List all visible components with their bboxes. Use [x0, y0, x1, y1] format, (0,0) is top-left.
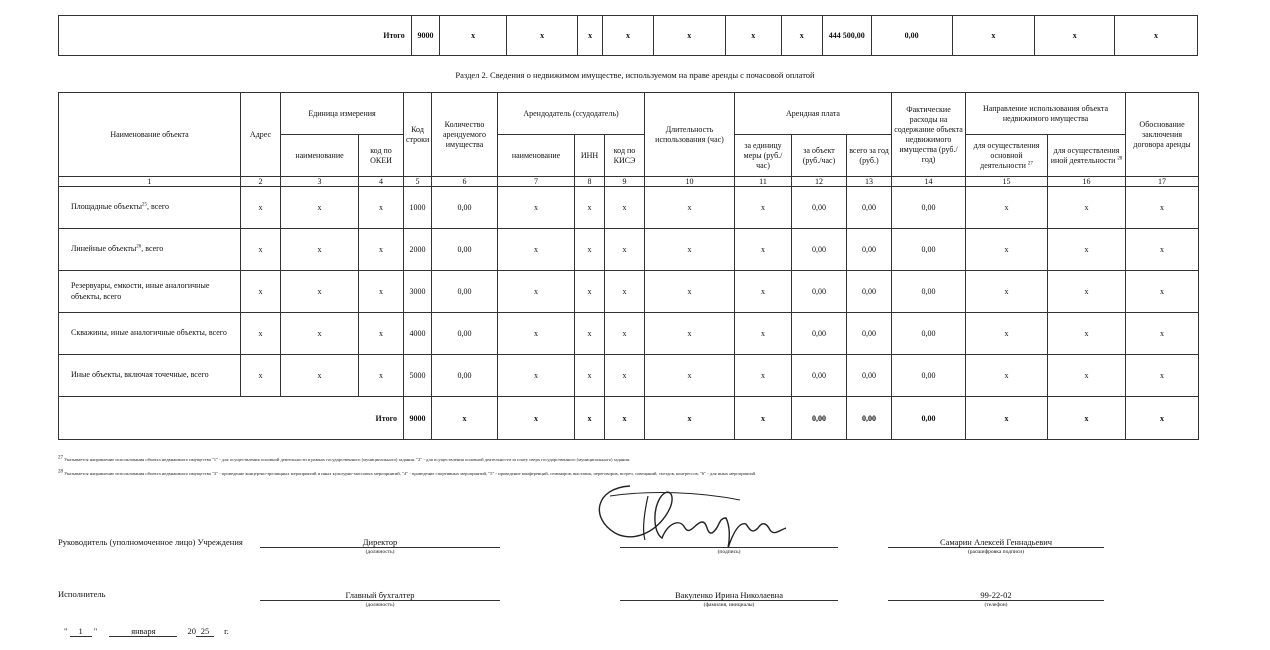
footnote-27: $^{27}$ Указывается направление использования объекта недвижимого имущества "1" - для осуществления основной деятельности в рамках государственного (муниципального) задания, "2" - для осуществления основной деятельности за плату сверх государственного (муниципального) задания. [58, 455, 631, 462]
previous-section-total-table [58, 15, 1198, 56]
column-number: 6 [432, 177, 498, 187]
cell: x [1126, 355, 1199, 397]
cell: x [359, 229, 404, 271]
cell: x [575, 187, 605, 229]
table-row [59, 229, 1199, 271]
column-number: 10 [645, 177, 735, 187]
cell: x [735, 313, 792, 355]
table-row [59, 271, 1199, 313]
cell: 0,00 [892, 397, 966, 440]
cell: x [645, 313, 735, 355]
column-number: 2 [241, 177, 281, 187]
header-lessor-name: наименование [498, 135, 575, 177]
cell: x [1048, 397, 1126, 440]
header-direction-group: Направление использования объекта недвижимого имущества [966, 93, 1126, 135]
header-rent-unit: за единицу меры (руб./час) [735, 135, 792, 177]
cell: x [241, 313, 281, 355]
column-number: 11 [735, 177, 792, 187]
column-number: 16 [1048, 177, 1126, 187]
date-month: января [109, 626, 177, 637]
cell: x [1048, 229, 1126, 271]
cell: 0,00 [892, 229, 966, 271]
cell: 0,00 [871, 16, 952, 56]
header-direction-other: для осуществления иной деятельности $^{28}$ [1048, 135, 1126, 177]
cell: x [645, 229, 735, 271]
table-row [59, 187, 1199, 229]
header-rent-year: всего за год (руб.) [847, 135, 892, 177]
head-position: Директор [362, 537, 398, 547]
column-number: 13 [847, 177, 892, 187]
cell: x [605, 271, 645, 313]
cell: 0,00 [847, 229, 892, 271]
cell: x [498, 271, 575, 313]
cell: x [281, 187, 359, 229]
cell: x [1048, 355, 1126, 397]
cell: x [440, 16, 506, 56]
cell: 0,00 [432, 271, 498, 313]
cell: 0,00 [892, 271, 966, 313]
cell: 0,00 [432, 355, 498, 397]
date-year: 25 [196, 626, 214, 637]
cell: x [966, 271, 1048, 313]
total-code: 9000 [404, 397, 432, 440]
cell: 5000 [404, 355, 432, 397]
executor-name: Вакуленко Ирина Николаевна [675, 590, 783, 600]
section-title: Раздел 2. Сведения о недвижимом имуществе, используемом на праве аренды с почасовой оплатой [455, 70, 815, 80]
column-number-row [59, 177, 1199, 187]
cell: x [575, 313, 605, 355]
header-quantity: Количество арендуемого имущества [432, 93, 498, 177]
caption-signature: (подпись) [717, 549, 741, 555]
cell: x [966, 313, 1048, 355]
cell: 0,00 [792, 229, 847, 271]
cell: x [1126, 397, 1199, 440]
header-address: Адрес [241, 93, 281, 177]
cell: x [498, 355, 575, 397]
cell: x [578, 16, 603, 56]
cell: x [575, 397, 605, 440]
cell: x [1048, 187, 1126, 229]
column-number: 17 [1126, 177, 1199, 187]
cell: 0,00 [847, 187, 892, 229]
cell: x [735, 397, 792, 440]
cell: 4000 [404, 313, 432, 355]
cell: x [498, 313, 575, 355]
header-actual-expenses: Фактические расходы на содержание объекта недвижимого имущества (руб./год) [892, 93, 966, 177]
cell: x [1035, 16, 1115, 56]
cell: 3000 [404, 271, 432, 313]
cell: x [498, 187, 575, 229]
handwritten-signature [590, 478, 820, 553]
cell: x [654, 16, 726, 56]
cell: 1000 [404, 187, 432, 229]
cell: x [432, 397, 498, 440]
footnote-28: $^{28}$ Указывается направление использования объекта недвижимого имущества "3" - проведение концертно-зрелищных мероприятий и иных культурно-массовых мероприятий, "4" - проведение спортивных мероприятий, "5" - проведение конференций, семинаров, выставок, переговоров, встреч, совещаний, съездов, конгрессов, "6" - для иных мероприятий. [58, 469, 757, 476]
column-number: 4 [359, 177, 404, 187]
cell: x [605, 229, 645, 271]
cell: 0,00 [847, 313, 892, 355]
caption-position: (должность) [365, 602, 395, 608]
caption-fio: (фамилия, инициалы) [703, 602, 755, 608]
cell: x [605, 313, 645, 355]
head-label: Руководитель (уполномоченное лицо) Учреждения [58, 537, 243, 547]
cell: 0,00 [432, 187, 498, 229]
cell: x [498, 397, 575, 440]
header-direction-main: для осуществления основной деятельности $^{27}$ [966, 135, 1048, 177]
cell: x [359, 187, 404, 229]
cell: x [1126, 187, 1199, 229]
row-name: Площадные объекты$^{25}$, всего [59, 187, 241, 229]
cell: x [1048, 271, 1126, 313]
total-label: Итого [59, 397, 404, 440]
header-lessor-kise: код по КИСЭ [605, 135, 645, 177]
total-label: Итого [59, 16, 412, 56]
cell: x [735, 355, 792, 397]
cell: x [1048, 313, 1126, 355]
cell: x [498, 229, 575, 271]
leased-property-table [58, 92, 1199, 440]
cell: 444 500,00 [822, 16, 871, 56]
table-row [59, 355, 1199, 397]
cell: x [281, 229, 359, 271]
cell: 0,00 [792, 313, 847, 355]
cell: 0,00 [892, 313, 966, 355]
executor-phone: 99-22-02 [980, 590, 1012, 600]
cell: x [645, 271, 735, 313]
executor-position: Главный бухгалтер [345, 590, 415, 600]
cell: x [645, 397, 735, 440]
cell: 0,00 [792, 187, 847, 229]
cell: x [1115, 16, 1198, 56]
cell: 0,00 [792, 271, 847, 313]
column-number: 1 [59, 177, 241, 187]
cell: x [966, 187, 1048, 229]
cell: x [575, 229, 605, 271]
cell: x [359, 271, 404, 313]
column-number: 15 [966, 177, 1048, 187]
header-lessor-inn: ИНН [575, 135, 605, 177]
cell: x [735, 229, 792, 271]
cell: x [281, 271, 359, 313]
row-name: Резервуары, емкости, иные аналогичные объекты, всего [59, 271, 241, 313]
date-day: 1 [70, 626, 92, 637]
column-number: 5 [404, 177, 432, 187]
cell: 2000 [404, 229, 432, 271]
cell: 0,00 [432, 229, 498, 271]
caption-name: (расшифровка подписи) [967, 549, 1025, 555]
cell: 0,00 [792, 397, 847, 440]
column-number: 12 [792, 177, 847, 187]
header-lessor-group: Арендодатель (ссудодатель) [498, 93, 645, 135]
cell: x [725, 16, 781, 56]
cell: 0,00 [847, 271, 892, 313]
cell: x [735, 271, 792, 313]
cell: x [605, 355, 645, 397]
cell: x [781, 16, 822, 56]
cell: x [735, 187, 792, 229]
header-unit-okei: код по ОКЕИ [359, 135, 404, 177]
cell: x [966, 397, 1048, 440]
footnote-ref: 27 [1027, 160, 1033, 166]
cell: x [281, 355, 359, 397]
cell: x [966, 355, 1048, 397]
cell: x [645, 187, 735, 229]
header-rent-object: за объект (руб./час) [792, 135, 847, 177]
column-number: 9 [605, 177, 645, 187]
cell: x [506, 16, 578, 56]
cell: 0,00 [892, 187, 966, 229]
header-rent-group: Арендная плата [735, 93, 892, 135]
cell: x [241, 187, 281, 229]
cell: x [1126, 229, 1199, 271]
cell: x [575, 271, 605, 313]
column-number: 7 [498, 177, 575, 187]
cell: x [359, 313, 404, 355]
header-name: Наименование объекта [59, 93, 241, 177]
footnote-ref: 28 [1117, 155, 1123, 161]
column-number: 8 [575, 177, 605, 187]
row-name: Скважины, иные аналогичные объекты, всего [59, 313, 241, 355]
caption-position: (должность) [365, 549, 395, 555]
cell: x [575, 355, 605, 397]
cell: x [605, 397, 645, 440]
cell: x [605, 187, 645, 229]
caption-phone: (телефон) [984, 602, 1008, 608]
cell: x [952, 16, 1035, 56]
executor-label: Исполнитель [58, 589, 106, 599]
cell: 0,00 [892, 355, 966, 397]
cell: x [1126, 313, 1199, 355]
cell: x [241, 355, 281, 397]
column-number: 14 [892, 177, 966, 187]
cell: x [966, 229, 1048, 271]
cell: x [281, 313, 359, 355]
header-unit-group: Единица измерения [281, 93, 404, 135]
total-row [59, 397, 1199, 440]
cell: 0,00 [847, 355, 892, 397]
header-unit-name: наименование [281, 135, 359, 177]
table-row [59, 313, 1199, 355]
total-code: 9000 [411, 16, 440, 56]
cell: x [359, 355, 404, 397]
row-name: Иные объекты, включая точечные, всего [59, 355, 241, 397]
cell: 0,00 [792, 355, 847, 397]
header-justification: Обоснование заключения договора аренды [1126, 93, 1199, 177]
cell: x [602, 16, 653, 56]
cell: 0,00 [847, 397, 892, 440]
row-name: Линейные объекты$^{26}$, всего [59, 229, 241, 271]
cell: x [1126, 271, 1199, 313]
cell: x [241, 271, 281, 313]
cell: x [645, 355, 735, 397]
header-row-code: Код строки [404, 93, 432, 177]
head-name: Самарин Алексей Геннадьевич [939, 537, 1053, 547]
date-line: " 1 " января 20 25 г. [64, 626, 229, 636]
column-number: 3 [281, 177, 359, 187]
cell: x [241, 229, 281, 271]
header-duration: Длительность использования (час) [645, 93, 735, 177]
cell: 0,00 [432, 313, 498, 355]
